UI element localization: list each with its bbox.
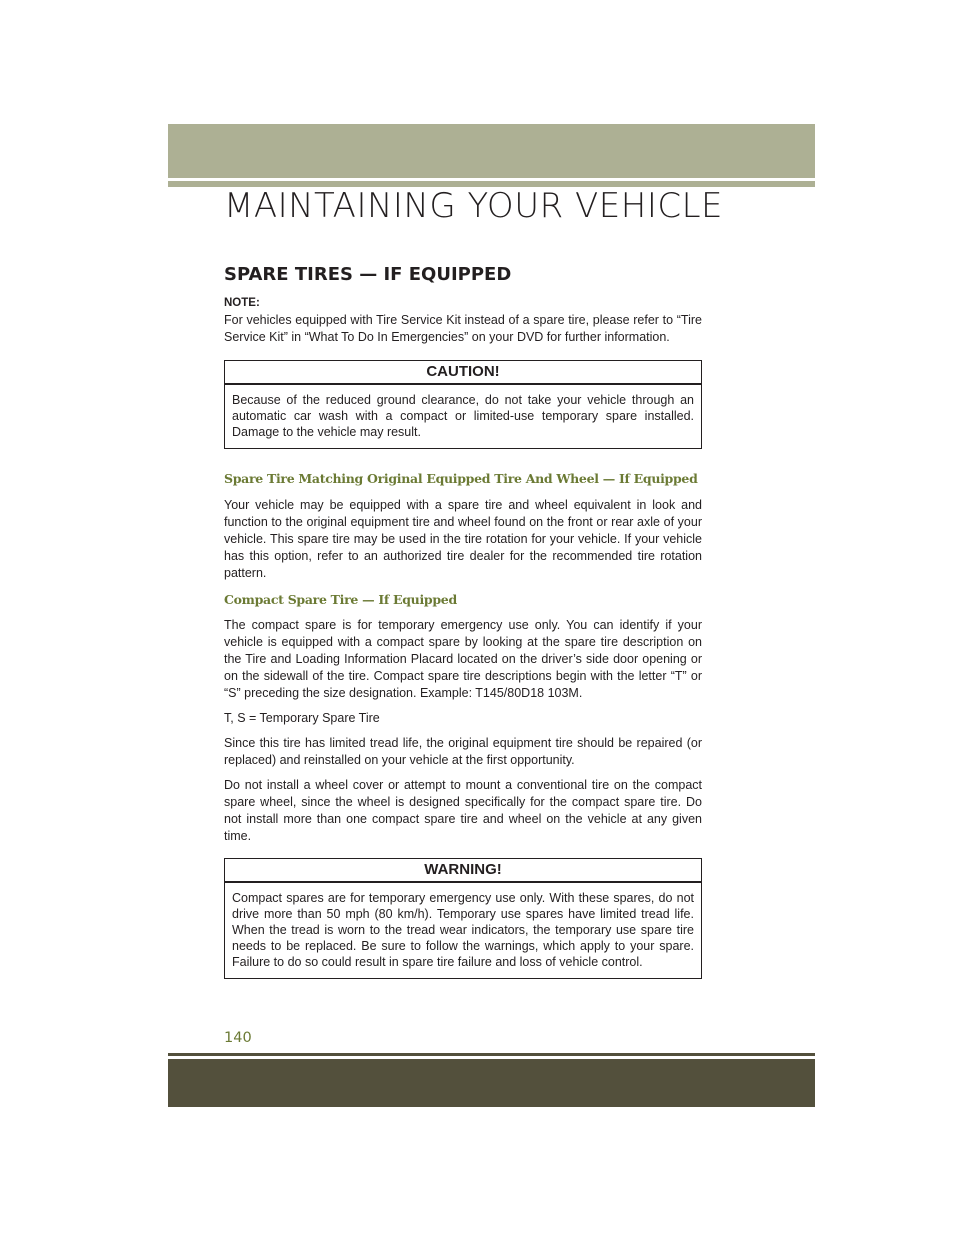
compact-spare-paragraph: T, S = Temporary Spare Tire <box>224 711 380 725</box>
matching-tire-heading: Spare Tire Matching Original Equipped Tire And Wheel — If Equipped <box>224 471 698 486</box>
page-number: 140 <box>224 1030 252 1046</box>
section-heading: SPARE TIRES — IF EQUIPPED <box>224 264 512 285</box>
compact-spare-paragraph: The compact spare is for temporary emergency use only. You can identify if your vehicle is equipped with a compact spare by looking at the spare tire description on the Tire and Loading Information Placard located on the driver’s side door opening or on the sidewall of the tire. Compact spare tire descriptions begin with the letter “T” or “S” preceding the size designation. Example: T145/80D18 103M. <box>224 618 702 700</box>
footer-band <box>168 1059 815 1107</box>
note-label: NOTE: <box>224 297 260 309</box>
main-content <box>224 264 702 979</box>
caution-box <box>224 360 702 449</box>
compact-spare-paragraph: Do not install a wheel cover or attempt to mount a conventional tire on the compact spare wheel, since the wheel is designed specifically for the compact spare tire. Do not install more than one compact spare tire and wheel on the vehicle at any given time. <box>224 778 702 843</box>
chapter-title: MAINTAINING YOUR VEHICLE <box>224 186 724 226</box>
compact-spare-heading: Compact Spare Tire — If Equipped <box>224 592 457 607</box>
note-text: For vehicles equipped with Tire Service Kit instead of a spare tire, please refer to “Tire Service Kit” in “What To Do In Emergencies” on your DVD for further information. <box>224 313 702 344</box>
warning-title: WARNING! <box>225 859 701 883</box>
matching-tire-text: Your vehicle may be equipped with a spare tire and wheel equivalent in look and function to the original equipment tire and wheel found on the front or rear axle of your vehicle. This spare tire may be used in the tire rotation for your vehicle. If your vehicle has this option, refer to an authorized tire dealer for the recommended tire rotation pattern. <box>224 498 702 580</box>
warning-text: Compact spares are for temporary emergency use only. With these spares, do not drive more than 50 mph (80 km/h). Temporary use spares have limited tread life. When the tread is worn to the tread wear indicators, the temporary use spare tire needs to be replaced. Be sure to follow the warnings, which apply to your spare. Failure to do so could result in spare tire failure and loss of vehicle control. <box>232 891 694 969</box>
compact-spare-paragraph: Since this tire has limited tread life, the original equipment tire should be repaired (or replaced) and reinstalled on your vehicle at the first opportunity. <box>224 736 702 767</box>
header-band <box>168 124 815 178</box>
warning-box <box>224 858 702 979</box>
footer-rule <box>168 1053 815 1056</box>
caution-text: Because of the reduced ground clearance, do not take your vehicle through an automatic car wash with a compact or limited-use temporary spare installed. Damage to the vehicle may result. <box>232 393 694 439</box>
caution-title: CAUTION! <box>225 361 701 385</box>
